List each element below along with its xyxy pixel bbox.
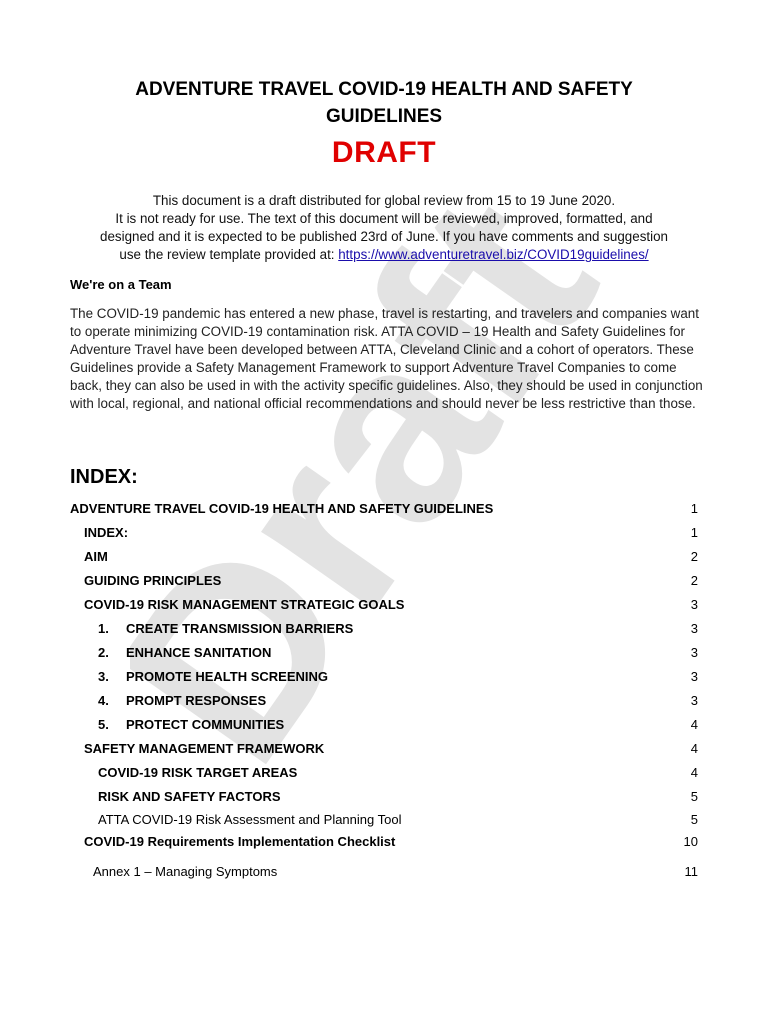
toc-entry[interactable] bbox=[0, 714, 768, 736]
toc-entry-text: PROTECT COMMUNITIES bbox=[126, 717, 285, 732]
toc-entry-page: 3 bbox=[690, 693, 698, 708]
toc-entry-text: PROMOTE HEALTH SCREENING bbox=[126, 669, 328, 684]
toc-entry-page: 1 bbox=[690, 525, 698, 540]
toc-entry[interactable] bbox=[0, 738, 768, 760]
toc-entry-label: INDEX: bbox=[84, 525, 129, 540]
toc-entry-page: 3 bbox=[690, 645, 698, 660]
toc-entry[interactable] bbox=[0, 546, 768, 568]
toc-entry-page: 2 bbox=[690, 549, 698, 564]
toc-entry-page: 2 bbox=[690, 573, 698, 588]
toc-entry-text: CREATE TRANSMISSION BARRIERS bbox=[126, 621, 354, 636]
document-title bbox=[0, 76, 768, 130]
title-line-1: ADVENTURE TRAVEL COVID-19 HEALTH AND SAFETY bbox=[135, 79, 633, 100]
toc-entry[interactable] bbox=[0, 762, 768, 784]
toc-entry[interactable] bbox=[0, 666, 768, 688]
toc-entry-number: 3. bbox=[98, 669, 109, 684]
toc-entry-page: 5 bbox=[690, 789, 698, 804]
toc-entry-label: ADVENTURE TRAVEL COVID-19 HEALTH AND SAFETY GUIDELINES bbox=[70, 501, 494, 516]
toc-entry-page: 1 bbox=[690, 501, 698, 516]
toc-entry-page: 4 bbox=[690, 765, 698, 780]
toc-entry[interactable] bbox=[0, 861, 768, 883]
toc-entry-number: 4. bbox=[98, 693, 109, 708]
team-heading: We're on a Team bbox=[70, 277, 172, 292]
toc-entry-text: PROMPT RESPONSES bbox=[126, 693, 267, 708]
draft-label: DRAFT bbox=[331, 136, 437, 169]
toc-entry-page: 3 bbox=[690, 669, 698, 684]
toc-entry-label: GUIDING PRINCIPLES bbox=[84, 573, 222, 588]
toc-entry-label bbox=[98, 714, 284, 736]
toc-entry-page: 3 bbox=[690, 597, 698, 612]
toc-entry[interactable] bbox=[0, 618, 768, 640]
intro-line-3: designed and it is expected to be published 23rd of June. If you have comments and suggestion bbox=[100, 229, 668, 244]
toc-entry-label: AIM bbox=[84, 549, 108, 564]
intro-line-1: This document is a draft distributed for global review from 15 to 19 June 2020. bbox=[152, 193, 616, 208]
toc-entry-label: Annex 1 – Managing Symptoms bbox=[93, 864, 278, 879]
toc-entry-label: COVID-19 RISK MANAGEMENT STRATEGIC GOALS bbox=[84, 597, 405, 612]
toc-entry-label: RISK AND SAFETY FACTORS bbox=[98, 789, 281, 804]
toc-entry-label bbox=[98, 642, 271, 664]
toc-entry-page: 10 bbox=[683, 834, 698, 849]
toc-entry-label bbox=[98, 618, 353, 640]
toc-entry-page: 4 bbox=[690, 717, 698, 732]
toc-entry-label bbox=[98, 666, 328, 688]
toc-entry[interactable] bbox=[0, 809, 768, 831]
toc-entry-page: 11 bbox=[684, 864, 698, 879]
intro-paragraph bbox=[60, 192, 708, 264]
toc-entry-page: 5 bbox=[690, 812, 698, 827]
toc-entry-text: ENHANCE SANITATION bbox=[126, 645, 272, 660]
index-heading: INDEX: bbox=[70, 466, 138, 488]
toc-entry[interactable] bbox=[0, 786, 768, 808]
toc-entry-label bbox=[98, 690, 266, 712]
toc-entry-label: SAFETY MANAGEMENT FRAMEWORK bbox=[84, 741, 325, 756]
toc-entry-label: COVID-19 Requirements Implementation Checklist bbox=[84, 834, 396, 849]
watermark-text: Draft bbox=[130, 190, 650, 811]
toc-entry[interactable] bbox=[0, 642, 768, 664]
toc-entry-number: 5. bbox=[98, 717, 109, 732]
toc-entry-number: 1. bbox=[98, 621, 109, 636]
toc-entry-number: 2. bbox=[98, 645, 109, 660]
toc-entry[interactable] bbox=[0, 594, 768, 616]
intro-line-2: It is not ready for use. The text of this document will be reviewed, improved, formatted, and bbox=[115, 211, 653, 226]
toc-entry[interactable] bbox=[0, 498, 768, 520]
review-template-link[interactable]: https://www.adventuretravel.biz/COVID19guidelines/ bbox=[338, 247, 649, 262]
toc-entry-label: COVID-19 RISK TARGET AREAS bbox=[98, 765, 298, 780]
team-paragraph: The COVID-19 pandemic has entered a new phase, travel is restarting, and travelers and companies want to operate minimizing COVID-19 contamination risk. ATTA COVID – 19 Health and Safety Guidelines for Adventure Travel have been developed between ATTA, Cleveland Clinic and a cohort of operators. These Guidelines provide a Safety Management Framework to support Adventure Travel Companies to come back, they can also be used in with the activity specific guidelines. Also, they should be used in conjunction with local, regional, and national official recommendations and should never be less restrictive than those. bbox=[70, 306, 703, 411]
toc-entry[interactable] bbox=[0, 690, 768, 712]
intro-line-4-prefix: use the review template provided at: bbox=[119, 247, 339, 262]
toc-entry-label: ATTA COVID-19 Risk Assessment and Planning Tool bbox=[98, 812, 402, 827]
intro-line-4 bbox=[60, 246, 708, 264]
toc-entry-page: 3 bbox=[690, 621, 698, 636]
toc-entry[interactable] bbox=[0, 831, 768, 853]
toc-entry[interactable] bbox=[0, 570, 768, 592]
title-line-2: GUIDELINES bbox=[325, 106, 443, 127]
toc-entry[interactable] bbox=[0, 522, 768, 544]
toc-entry-page: 4 bbox=[690, 741, 698, 756]
